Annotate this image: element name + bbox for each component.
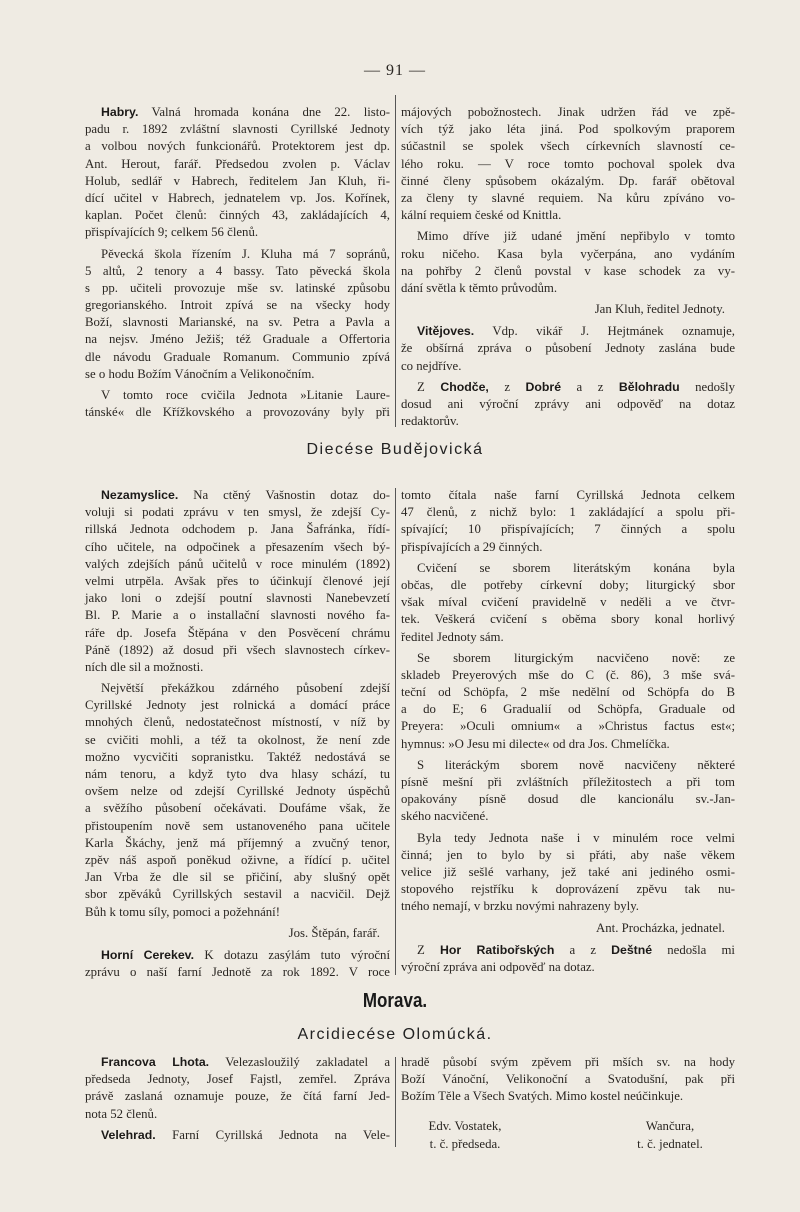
text-run: nedošly [679, 379, 735, 394]
text-run: Velezasloužilý zakladatel a [209, 1055, 391, 1069]
place-name: Chodče, [440, 379, 489, 394]
text-line: a do E; 6 Gradualií od Schöpfa, Graduale od [401, 702, 735, 717]
text-run: z [488, 379, 526, 394]
text-line: voluji si podati zprávu v ten smysl, že zdejší Cy- [85, 505, 390, 520]
text-line: možno vycvičiti sopranistku. Taktéž nedostává se [85, 749, 390, 764]
text-line: teční od Schöpfa, 2 mše nedělní od Schöpfa do B [401, 685, 735, 700]
text-line: ředitel Jednoty sám. [401, 629, 504, 644]
text-line [85, 487, 390, 504]
text-line: spívající; 10 přispívajících; 7 činných a spolu [401, 522, 735, 537]
text-line: se o hodu Božím Vánočním a Velikonočním. [85, 366, 315, 381]
text-line: S literáckým sborem nově nacvičeny některé [417, 757, 735, 772]
paragraph [401, 379, 735, 431]
text-line: sbor zpěváků Cyrillských sestavil a nacvičil. Dejž [85, 887, 390, 902]
signature-name: Edv. Vostatek, [428, 1119, 502, 1133]
signature: Jan Kluh, ředitel Jednoty. [594, 302, 725, 317]
text-line: však míval cvičení pravidelně v neděli a ve čtvr- [401, 595, 735, 610]
text-line: padu r. 1892 zvláštní slavnosti Cyrillské Jednoty [85, 122, 390, 137]
text-line: činná; jen to bylo by si přáti, aby naše věkem [401, 847, 735, 862]
page-number: — 91 — [364, 62, 426, 79]
place-name: Hor Ratibořských [439, 942, 555, 957]
text-line: jako loni o zdejší poutní slavnosti Nanebevzetí [85, 591, 390, 606]
paragraph [85, 1127, 390, 1144]
text-line: Bl. P. Marie a o installační slavnosti nového fa- [85, 608, 390, 623]
paragraph [401, 757, 735, 826]
text-line: přispívajících 9; celkem 56 členů. [85, 225, 259, 240]
place-name: Velehrad. [101, 1127, 156, 1142]
text-line: se cvičiti mohli, a též ta okolnost, že není zde [85, 732, 390, 747]
text-line [85, 1054, 390, 1071]
text-line: Boží, slavnosti Marianské, na sv. Petra a Pavla a [85, 315, 390, 330]
text-line: ského nacvičené. [401, 809, 489, 824]
text-line: přistoupením nově sem ustanoveného pana učitele [85, 818, 390, 833]
text-line [85, 947, 390, 964]
text-line: Pěvecká škola řízením J. Kluha má 7 sopránů, [101, 246, 390, 261]
text-line: Boží Vánoční, Velikonoční a Svatodušní, pak při [401, 1072, 735, 1087]
text-line: co nejdříve. [401, 358, 462, 373]
paragraph [401, 830, 735, 916]
paragraph [401, 560, 735, 646]
text-line [85, 1127, 390, 1144]
signature-role: t. č. jednatel. [637, 1136, 703, 1151]
text-run: nedošla mi [652, 942, 735, 957]
paragraph [85, 487, 390, 676]
text-line: Jan Vrba že dle sil se přičiní, aby slušný opět [85, 870, 390, 885]
signature-secretary [610, 1118, 730, 1153]
text-line: Bůh k tomu síly, pomoci a požehnání! [85, 904, 281, 919]
place-name: Horní Cerekev. [101, 947, 195, 962]
text-line: gregorianského. Introit zpívá se na všecky hody [85, 298, 390, 313]
text-line: Se sborem liturgickým nacvičeno nově: ze [417, 650, 735, 665]
text-line [401, 323, 735, 340]
text-line: a volbou nových funkcionářů. Protektorem jest dp. [85, 139, 390, 154]
text-line: tného nemají, v brzku novými nahrazeny byly. [401, 899, 639, 914]
text-line: Páně (1892) až dosud při všech slavnostech církev- [85, 642, 390, 657]
text-line: V tomto roce cvičila Jednota »Litanie Laure- [101, 388, 390, 402]
paragraph [401, 1054, 735, 1106]
signature-role: t. č. předseda. [429, 1136, 501, 1151]
paragraph [85, 680, 390, 921]
text-line: redaktorův. [401, 414, 459, 429]
place-name: Habry. [101, 105, 139, 119]
text-line [401, 379, 735, 396]
signature-name: Wančura, [645, 1119, 695, 1133]
text-line: májových pobožnostech. Jinak udržen řád ve zpě- [401, 105, 735, 119]
signature: Ant. Procházka, jednatel. [596, 920, 725, 935]
paragraph [85, 104, 390, 242]
text-line: Preyera: »Oculi omnium« a »Christus factus est«; [401, 719, 735, 734]
paragraph [401, 487, 735, 556]
text-line: písně mešní při zvláštních příležitostech a při tom [401, 775, 735, 789]
signature-chairman [405, 1118, 525, 1153]
text-line: Mimo dříve již udané jmění nepřibylo v tomto [417, 229, 735, 244]
place-name: Deštné [611, 942, 653, 957]
text-line: hradě působí svým zpěvem při mších sv. na hody [401, 1055, 735, 1069]
text-line: velmi utrpěla. Avšak přes to účinkují členové její [85, 573, 390, 588]
text-line: dící učitel v Habrech, jednatelem vp. Jos. Kořínek, [85, 190, 390, 205]
text-line: Cvičení se sborem literátským konána byla [417, 560, 735, 575]
text-line: že obšírná zpráva o působení Jednoty zaslána bude [401, 341, 735, 356]
text-line: nám tenoru, a když tyto dva hlasy schází, tu [85, 767, 390, 781]
heading-moravia: Morava. [362, 990, 428, 1012]
column-left-section-2 [85, 487, 390, 985]
place-name: Bělohradu [618, 379, 680, 394]
text-run: Farní Cyrillská Jednota na Vele- [155, 1127, 390, 1142]
text-line: kaplan. Počet členů: činných 43, zakládajících 4, [85, 208, 390, 223]
text-line: přispívajících a 29 činných. [401, 539, 543, 554]
text-line: předseda Jednoty, Josef Fajstl, zemřel. Zpráva [85, 1072, 390, 1087]
place-name: Dobré [525, 379, 562, 394]
text-line: tánské« dle Křížkovského a provozovány byly při [85, 405, 390, 420]
text-run: Z [417, 942, 440, 957]
text-line: súčastnil se spolek všech církevních slavností ce- [401, 139, 735, 154]
text-line: skladeb Preyerových mše do C (č. 86), 3 mše svá- [401, 667, 735, 682]
text-line: občas, dle potřeby církevní doby; liturgický sbor [401, 577, 735, 592]
text-line: hymnus: »O Jesu mi dilecte« od dra Jos. Chmelíčka. [401, 736, 670, 751]
text-line: výroční zpráva ani odpověď na dotaz. [401, 959, 595, 974]
column-divider [395, 95, 396, 427]
text-line: Božím Těle a Všech Svatých. Mimo kostel neúčinkuje. [401, 1089, 684, 1104]
text-line: lého roku. — V roce tomto pochoval spolek dva [401, 156, 735, 171]
text-line: stopového rejstříku k doprovázení zpěvu tak nu- [401, 882, 735, 897]
text-run: K dotazu zasýlám tuto výroční [194, 947, 390, 962]
text-line: na nejsv. Jméno Ježiš; též Graduale a Offertoria [85, 332, 390, 347]
paragraph [85, 387, 390, 421]
text-line: Byla tedy Jednota naše i v minulém roce velmi [417, 830, 735, 845]
text-run: Na ctěný Vašnostin dotaz do- [178, 488, 390, 502]
text-line: valých zdejších pánů učitelů v roce minulém (1892) [85, 556, 390, 571]
text-line: a svěžího působení očekávati. Doufáme však, že [85, 801, 390, 816]
text-line: dle návodu Graduale Romanum. Communio zpívá [85, 349, 390, 364]
text-line: roku ničeho. Kasa byla vyčerpána, ano vydáním [401, 246, 735, 261]
text-run: a z [561, 379, 619, 394]
text-run: Vdp. vikář J. Hejtmánek oznamuje, [474, 324, 735, 339]
text-line: právě zaslaná oznamuje pouze, že čítá farní Jed- [85, 1089, 390, 1104]
text-line: ovšem nelze od zdejší Cyrillské Jednoty úspěchů [85, 784, 390, 799]
text-line: ráře dp. Josefa Štěpána v den Posvěcení chrámu [85, 625, 390, 640]
text-line: rillská Jednota odchodem p. Jana Šafránka, řídí- [85, 522, 390, 537]
text-line: dání světla k těmto průvodům. [401, 280, 558, 295]
place-name: Francova Lhota. [101, 1055, 210, 1069]
text-line: kální requiem české od Knittla. [401, 208, 562, 223]
paragraph [401, 942, 735, 976]
text-line: 5 altů, 2 tenory a 4 bassy. Tato pěvecká škola [85, 263, 390, 278]
text-line: velice již sešlé varhany, jež také ani jediného osmi- [401, 864, 735, 879]
text-line [401, 942, 735, 959]
paragraph [85, 947, 390, 981]
text-line: činné členy spůsobem okázalým. Dp. farář obětoval [401, 173, 735, 188]
text-line: Holub, sedlář v Habrech, ředitelem Jan Kluh, ři- [85, 173, 390, 188]
text-line: 47 členů, z nichž bylo: 1 zakládající a spolu při- [401, 505, 735, 520]
text-line: tomto čítala naše farní Cyrillská Jednota celkem [401, 488, 735, 502]
text-line: cího učitele, na odpočinek a přesazením všech bý- [85, 539, 390, 554]
text-line: Karla Škáchy, jenž má příjemný a zvučný tenor, [85, 835, 390, 850]
text-line: tek. Veškerá cvičení s oběma sbory konal horlivý [401, 612, 735, 627]
column-right-section-3 [401, 1054, 735, 1110]
paragraph [85, 1054, 390, 1123]
column-divider [395, 488, 396, 975]
text-line [85, 104, 390, 121]
text-line: zpěv náš aspoň poněkud oživne, a řídící p. učitel [85, 852, 390, 867]
text-line: za členy ty slavné requiem. Na kůru zpíváno vo- [401, 190, 735, 205]
text-line: vích týž jako léta jiná. Pod spolkovým praporem [401, 122, 735, 137]
column-left-section-3 [85, 1054, 390, 1148]
text-line: na pohřby 2 členů povstal v kase schodek za vy- [401, 263, 735, 278]
signature: Jos. Štěpán, farář. [288, 925, 380, 940]
text-line: mnohých členů, nedostatečnost místností, v níž by [85, 715, 390, 730]
text-line: dosud ani výroční zprávy ani odpověď na dotaz [401, 397, 735, 412]
text-line: Největší překážkou zdárného působení zdejší [101, 681, 390, 696]
text-line: s pp. učiteli provozuje mše sv. latinské způsobu [85, 280, 390, 295]
column-right-section-2 [401, 487, 735, 980]
place-name: Nezamyslice. [101, 488, 179, 502]
column-right-section-1 [401, 104, 735, 434]
paragraph [85, 246, 390, 384]
place-name: Vitějoves. [417, 324, 475, 339]
text-line: zprávu o naší farní Jednotě za rok 1892. V roce [85, 965, 390, 980]
text-run: Valná hromada konána dne 22. listo- [138, 105, 390, 119]
column-left-section-1 [85, 104, 390, 425]
text-line: Ant. Herout, farář. Předsedou zvolen p. Václav [85, 156, 390, 171]
column-divider [395, 1057, 396, 1147]
text-run: a z [554, 942, 612, 957]
text-run: Z [417, 379, 441, 394]
paragraph [401, 650, 735, 753]
paragraph [401, 104, 735, 224]
text-line: ních dle sil a možnosti. [85, 659, 204, 674]
heading-diocese-budejovice: Diecése Budějovická [306, 441, 484, 458]
text-line: opakovány písně dosud dle kancionálu sv.-Jan- [401, 792, 735, 807]
paragraph [401, 323, 735, 375]
paragraph [401, 228, 735, 297]
heading-diocese-olomouc: Arcidiecése Olomúcká. [297, 1026, 493, 1043]
text-line: Cyrillské Jednoty jest rolnická a domácí práce [85, 698, 390, 713]
text-line: nota 52 členů. [85, 1106, 158, 1121]
